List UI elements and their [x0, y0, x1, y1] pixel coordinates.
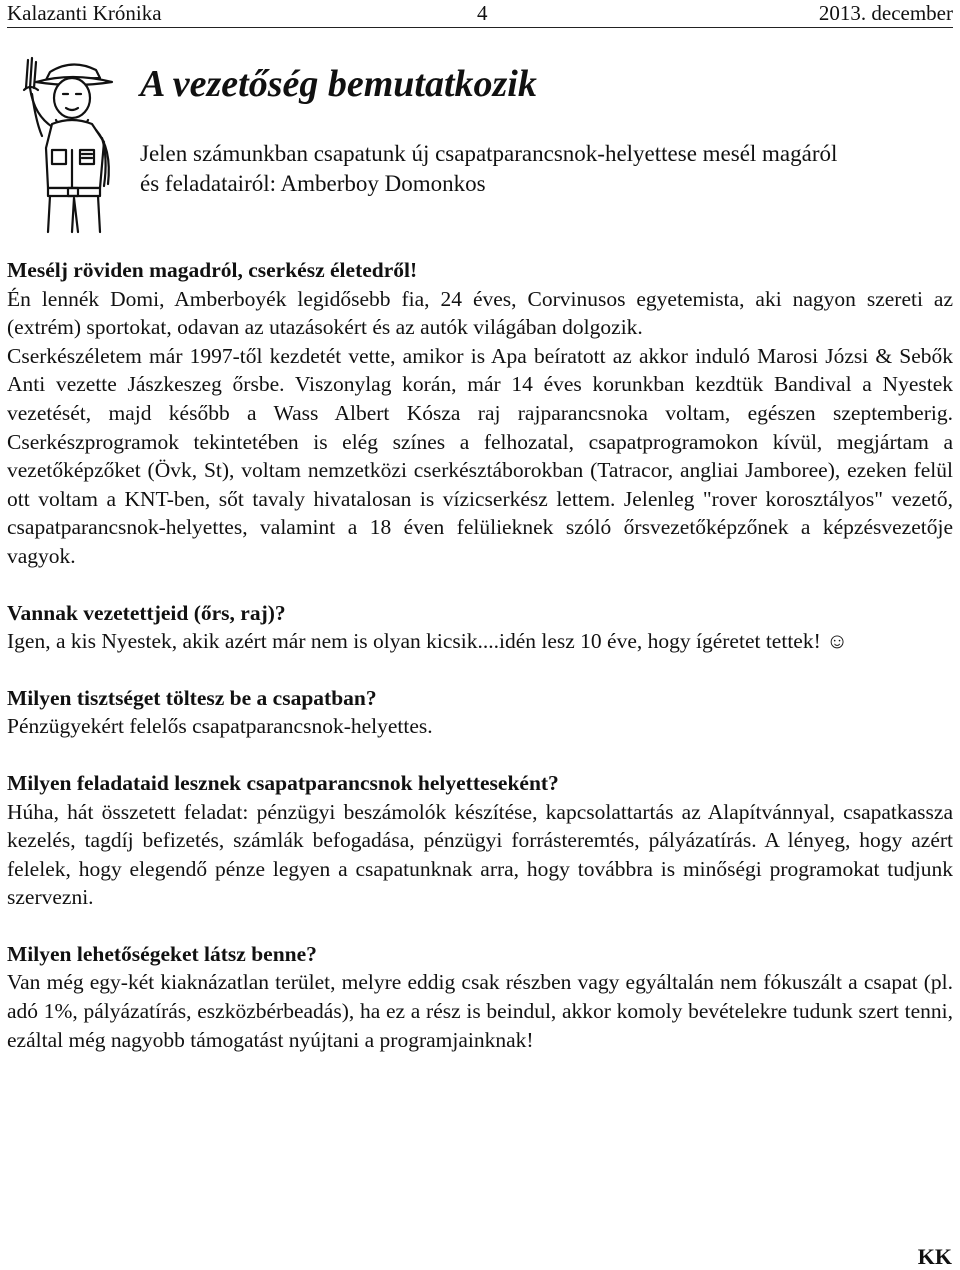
question-3: Milyen tisztséget töltesz be a csapatban? — [7, 685, 377, 710]
question-2: Vannak vezetettjeid (őrs, raj)? — [7, 600, 286, 625]
answer-2: Igen, a kis Nyestek, akik azért már nem is olyan kicsik....idén lesz 10 éve, hogy ígéretet tettek! ☺ — [7, 629, 849, 654]
intro-line-2: és feladatairól: Amberboy Domonkos — [140, 171, 486, 196]
question-4: Milyen feladataid lesznek csapatparancsnok helyetteseként? — [7, 770, 559, 795]
article-body — [7, 256, 953, 1054]
answer-3: Pénzügyekért felelős csapatparancsnok-helyettes. — [7, 714, 433, 739]
question-1: Mesélj röviden magadról, cserkész életedről! — [7, 258, 418, 282]
intro-line-1: Jelen számunkban csapatunk új csapatparancsnok-helyettese mesél magáról — [140, 141, 838, 166]
answer-5: Van még egy-két kiaknázatlan terület, melyre eddig csak részben vagy egyáltalán nem fókuszált a csapat (pl. adó 1%, pályázatírás, eszközbérbeadás), ha ez a rész is beindul, akkor komoly bevételekre tudunk szert tenni, ezáltal még nagyobb támogatást nyújtani a programjainknak! — [7, 970, 953, 1052]
page-header — [7, 0, 953, 26]
issue-date: 2013. december — [818, 1, 953, 25]
answer-1-paragraph-1: Én lennék Domi, Amberboyék legidősebb fia, 24 éves, Corvinusos egyetemista, aki nagyon szereti az (extrém) sportokat, odavan az utazásokért és az autók világában dolgozik. — [7, 286, 953, 340]
question-5: Milyen lehetőségeket látsz benne? — [7, 941, 317, 966]
page-number: 4 — [477, 1, 488, 25]
scout-saluting-icon — [12, 38, 132, 234]
article-intro — [140, 139, 940, 199]
author-signature: KK — [917, 1244, 952, 1269]
article-title: A vezetőség bemutatkozik — [140, 63, 537, 105]
header-divider — [7, 27, 953, 28]
answer-1-paragraph-2: Cserkészéletem már 1997-től kezdetét vette, amikor is Apa beíratott az akkor induló Marosi Józsi & Sebők Anti vezette Jászkeszeg őrsbe. Viszonylag korán, már 14 éves korunkban kezdtük Bandival a Nyestek vezetését, majd később a Wass Albert Kósza raj rajparancsnoka voltam, egészen szeptemberig. Cserkészprogramok tekintetében is elég színes a felhozatal, csapatprogramokon kívül, megjártam a vezetőképzőket (Övk, St), voltam nemzetközi cserkésztáborokban (Tatracor, angliai Jamboree), ezeken felül ott voltam a KNT-ben, sőt tavaly hivatalosan is vízicserkész lettem. Jelenleg "rover korosztályos" vezető, csapatparancsnok-helyettes, valamint a 18 éven felülieknek szóló őrsvezetőképzőnek a képzésvezetője vagyok. — [7, 343, 953, 568]
answer-4: Húha, hát összetett feladat: pénzügyi beszámolók készítése, kapcsolattartás az Alapítvánnyal, csapatkassza kezelés, tagdíj befizetés, számlák befogadása, pénzügyi forrásteremtés, pályázatírás. A lényeg, hogy azért felelek, hogy elegendő pénze legyen a csapatunknak arra, hogy továbbra is minőségi programokat tudjunk szervezni. — [7, 799, 953, 910]
publication-name: Kalazanti Krónika — [7, 1, 162, 25]
